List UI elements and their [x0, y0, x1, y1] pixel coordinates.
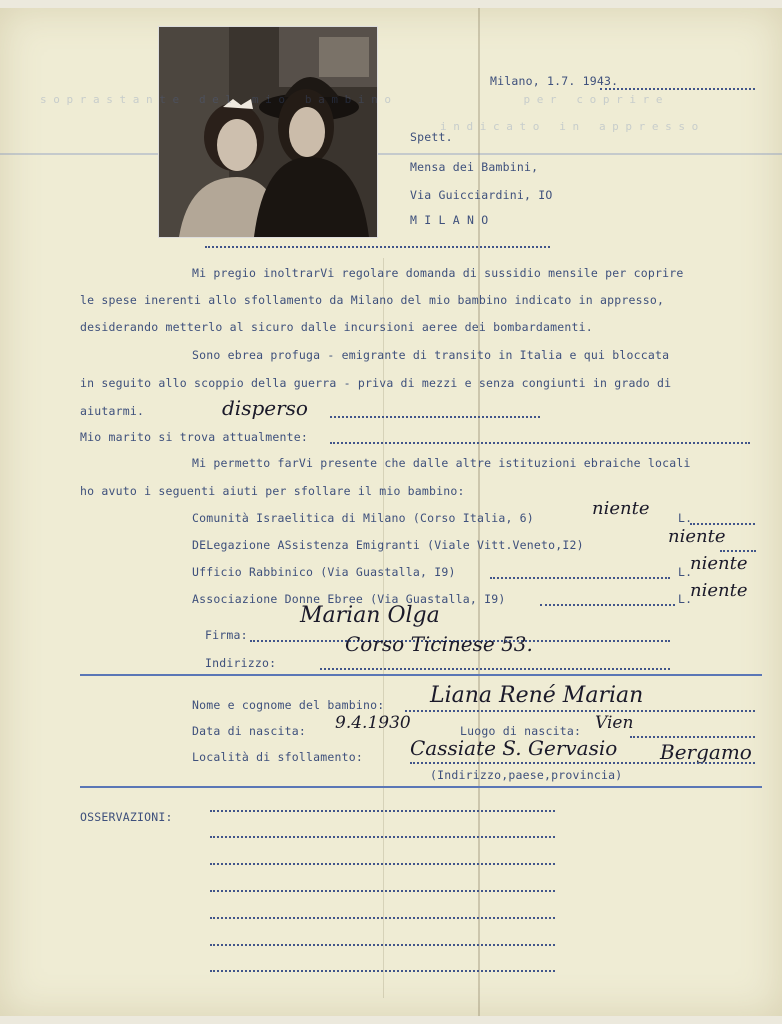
- signature-handwritten: Marian Olga: [300, 603, 440, 628]
- obs-line-4: [210, 890, 555, 892]
- aid-suffix-4: L.: [678, 592, 693, 606]
- document-page: [0, 8, 782, 1016]
- obs-line-7: [210, 970, 555, 972]
- header-separator-dots: [205, 246, 550, 248]
- section-divider-1: [80, 674, 762, 676]
- pob-dots: [630, 736, 755, 738]
- evac-province-handwritten: Bergamo: [660, 740, 752, 764]
- section-divider-2: [80, 786, 762, 788]
- body-line-6: aiutarmi.: [80, 404, 145, 418]
- body-line-1: Mi pregio inoltrarVi regolare domanda di sussidio mensile per coprire: [192, 266, 684, 280]
- evac-label: Località di sfollamento:: [192, 750, 363, 764]
- portrait-photo: [158, 26, 378, 238]
- aid-dots-4: [540, 604, 675, 606]
- aiutarmi-dots: [330, 416, 540, 418]
- dob-handwritten: 9.4.1930: [335, 713, 411, 733]
- body-line-2: le spese inerenti allo sfollamento da Milano del mio bambino indicato in appresso,: [80, 293, 665, 307]
- pob-handwritten: Vien: [595, 713, 634, 733]
- aid-answer-4: niente: [690, 580, 748, 601]
- obs-line-5: [210, 917, 555, 919]
- aid-label-4: Associazione Donne Ebree (Via Guastalla, I9): [192, 592, 506, 606]
- date-dots: [600, 88, 755, 90]
- aid-label-2: DELegazione ASsistenza Emigranti (Viale Vitt.Veneto,I2): [192, 538, 584, 552]
- aid-suffix-3: L.: [678, 565, 693, 579]
- aid-label-3: Ufficio Rabbinico (Via Guastalla, I9): [192, 565, 456, 579]
- aid-label-1: Comunità Israelitica di Milano (Corso Italia, 6): [192, 511, 534, 525]
- aid-answer-3: niente: [690, 553, 748, 574]
- aid-answer-2: niente: [668, 526, 726, 547]
- obs-line-1: [210, 810, 555, 812]
- bleed-through-text: s o p r a s t a n t e d e l m i o b a m b i n o p e r c o p r i r e: [40, 93, 663, 106]
- evac-handwritten: Cassiate S. Gervasio: [410, 736, 618, 760]
- body-line-3: desiderando metterlo al sicuro dalle incursioni aeree dei bombardamenti.: [80, 320, 593, 334]
- address-handwritten: Corso Ticinese 53.: [345, 632, 533, 656]
- aid-dots-3: [490, 577, 670, 579]
- husband-status-handwritten: disperso: [222, 396, 308, 420]
- pob-label: Luogo di nascita:: [460, 724, 582, 738]
- obs-line-2: [210, 836, 555, 838]
- child-name-handwritten: Liana René Marian: [430, 683, 644, 708]
- body-line-8: Mi permetto farVi presente che dalle altre istituzioni ebraiche locali: [192, 456, 691, 470]
- fold-crease-horizontal: [0, 153, 782, 155]
- child-name-dots: [405, 710, 755, 712]
- recipient-line-3: Via Guicciardini, IO: [410, 188, 553, 202]
- recipient-line-1: Spett.: [410, 130, 453, 144]
- obs-line-3: [210, 863, 555, 865]
- body-line-5: in seguito allo scoppio della guerra - priva di mezzi e senza congiunti in grado di: [80, 376, 672, 390]
- bleed-through-text-2: i n d i c a t o i n a p p r e s s o: [440, 120, 699, 133]
- recipient-line-2: Mensa dei Bambini,: [410, 160, 539, 174]
- body-line-4: Sono ebrea profuga - emigrante di transito in Italia e qui bloccata: [192, 348, 670, 362]
- observations-label: OSSERVAZIONI:: [80, 810, 173, 824]
- fold-crease-vertical-2: [383, 258, 384, 998]
- aid-dots-1: [690, 523, 755, 525]
- obs-line-6: [210, 944, 555, 946]
- aid-dots-2: [720, 550, 756, 552]
- dob-label: Data di nascita:: [192, 724, 306, 738]
- aid-suffix-1: L.: [678, 511, 693, 525]
- body-line-7: Mio marito si trova attualmente:: [80, 430, 308, 444]
- evac-dots: [410, 762, 755, 764]
- evac-hint: (Indirizzo,paese,provincia): [430, 768, 623, 782]
- address-dots: [320, 668, 670, 670]
- aid-answer-1: niente: [592, 498, 650, 519]
- address-label: Indirizzo:: [205, 656, 277, 670]
- child-name-label: Nome e cognome del bambino:: [192, 698, 385, 712]
- signature-label: Firma:: [205, 628, 248, 642]
- body-line-9: ho avuto i seguenti aiuti per sfollare il mio bambino:: [80, 484, 465, 498]
- place-date: Milano, 1.7. 1943.: [490, 74, 619, 88]
- husband-dots: [330, 442, 750, 444]
- recipient-line-4: M I L A N O: [410, 213, 489, 227]
